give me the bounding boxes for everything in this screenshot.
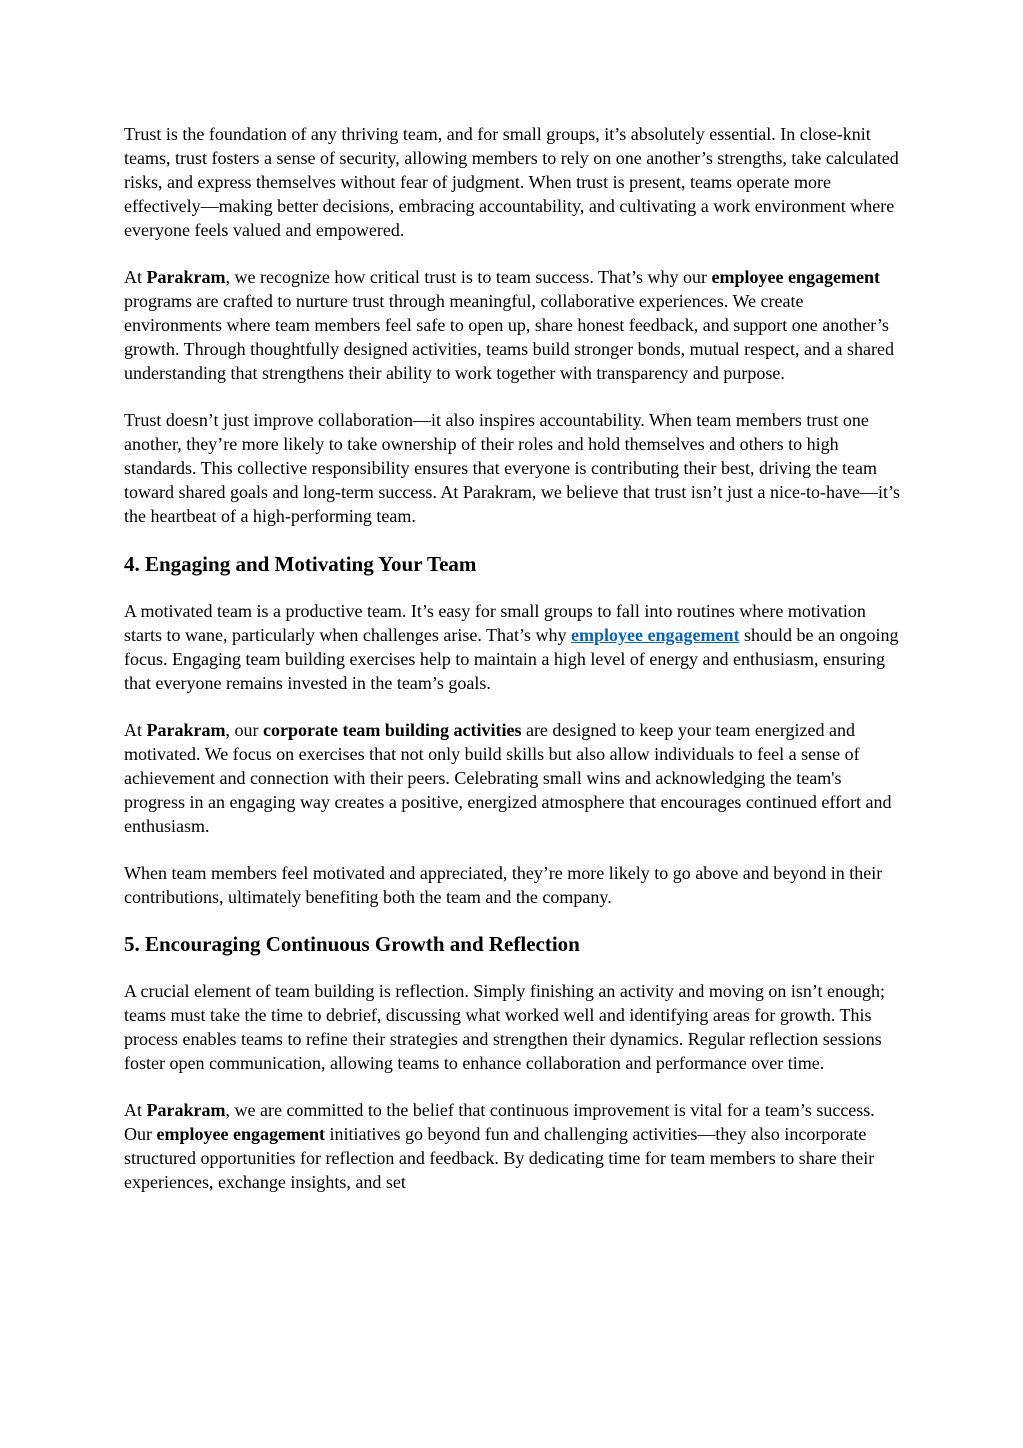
paragraph-parakram-trust [124,265,902,385]
brand-name: Parakram [146,1100,226,1120]
paragraph-motivated-team [124,599,902,695]
text-run: A motivated team is a productive team. It’s easy for small groups to fall into routines where motivation starts to wane, particularly when challenges arise. That’s why [124,601,866,645]
paragraph-parakram-activities [124,718,902,838]
text-run: , our [225,720,263,740]
bold-term: corporate team building activities [262,720,522,740]
paragraph-reflection: A crucial element of team building is reflection. Simply finishing an activity and moving on isn’t enough; teams must take the time to debrief, discussing what worked well and identifying areas for growth. This process enables teams to refine their strategies and strengthen their dynamics. Regular reflection sessions foster open communication, allowing teams to enhance collaboration and performance over time. [124,981,886,1073]
text-run: are designed to keep your team energized and motivated. We focus on exercises that not only build skills but also allow individuals to feel a sense of achievement and connection with their peers. Celebrating small wins and acknowledging the team's progress in an engaging way creates a positive, energized atmosphere that encourages continued effort and enthusiasm. [124,720,892,836]
bold-term: employee engagement [711,267,880,287]
paragraph-accountability: Trust doesn’t just improve collaboration—it also inspires accountability. When team members trust one another, they’re more likely to take ownership of their roles and hold themselves and others to high standards. This collective responsibility ensures that everyone is contributing their best, driving the team toward shared goals and long-term success. At Parakram, we believe that trust isn’t just a nice-to-have—it’s the heartbeat of a high-performing team. [124,410,900,526]
text-run: At [124,267,147,287]
section-heading-5: 5. Encouraging Continuous Growth and Reflection [124,932,580,956]
text-run: At [124,720,147,740]
employee-engagement-link[interactable]: employee engagement [571,625,740,645]
text-run: should be an ongoing focus. Engaging team building exercises help to maintain a high level of energy and enthusiasm, ensuring that everyone remains invested in the team’s goals. [124,625,899,693]
text-run: initiatives go beyond fun and challenging activities—they also incorporate structured opportunities for reflection and feedback. By dedicating time for team members to share their experiences, exchange insights, and set [124,1124,875,1192]
brand-name: Parakram [146,720,226,740]
paragraph-trust-foundation: Trust is the foundation of any thriving team, and for small groups, it’s absolutely essential. In close-knit teams, trust fosters a sense of security, allowing members to rely on one another’s strengths, take calculated risks, and express themselves without fear of judgment. When trust is present, teams operate more effectively—making better decisions, embracing accountability, and cultivating a work environment where everyone feels valued and empowered. [124,124,899,240]
text-run: At [124,1100,147,1120]
text-run: , we recognize how critical trust is to team success. That’s why our [225,267,712,287]
section-heading-4: 4. Engaging and Motivating Your Team [124,552,477,576]
text-run: , we are committed to the belief that continuous improvement is vital for a team’s success. Our [124,1100,875,1144]
bold-term: employee engagement [156,1124,325,1144]
text-run: programs are crafted to nurture trust through meaningful, collaborative experiences. We create environments where team members feel safe to open up, share honest feedback, and support one another’s growth. Through thoughtfully designed activities, teams build stronger bonds, mutual respect, and a shared understanding that strengthens their ability to work together with transparency and purpose. [124,291,895,383]
brand-name: Parakram [146,267,226,287]
paragraph-appreciated: When team members feel motivated and appreciated, they’re more likely to go above and beyond in their contributions, ultimately benefiting both the team and the company. [124,863,883,907]
paragraph-parakram-improvement [124,1098,902,1194]
document-page [124,122,902,1217]
